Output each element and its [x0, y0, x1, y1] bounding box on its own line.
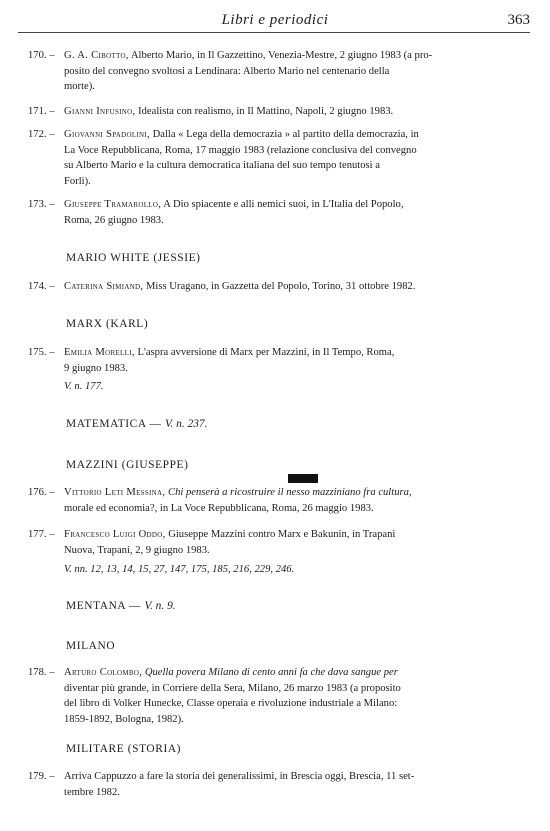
entry-178: [28, 665, 496, 727]
entry-line: diventar più grande, in Corriere della Sera, Milano, 26 marzo 1983 (a proposito: [64, 682, 401, 694]
entry-number: 177. –: [28, 529, 55, 540]
redaction-mark: [288, 474, 318, 483]
entry-number: 172. –: [28, 129, 55, 140]
entry-line: Arriva Cappuzzo a fare la storia dei generalissimi, in Brescia oggi, Brescia, 11 set-: [64, 771, 415, 782]
section-milano: MILANO: [66, 640, 116, 652]
entry-line: Dalla « Lega della democrazia » al partito della democrazia, in: [152, 129, 419, 140]
entry-author: Gianni Infusino,: [64, 106, 136, 117]
entry-number: 179. –: [28, 771, 55, 782]
cross-reference: V. nn. 12, 13, 14, 15, 27, 147, 175, 185, 216, 229, 246.: [64, 564, 295, 575]
entry-175: [28, 345, 496, 395]
entry-line: Roma, 26 giugno 1983.: [64, 214, 164, 226]
entry-line: su Alberto Mario e la cultura democratica italiana del suo tempo tenutosi a: [64, 160, 380, 171]
entry-179: [28, 769, 496, 800]
entry-line: A Dio spiacente e alli nemici suoi, in L'Italia del Popolo,: [163, 199, 404, 210]
entry-line: tembre 1982.: [64, 786, 120, 798]
entry-line: del libro di Volker Hunecke, Classe operaia e rivoluzione industriale a Milano:: [64, 698, 398, 709]
cross-reference: V. n. 177.: [64, 381, 104, 392]
entry-line: Forlì).: [64, 175, 91, 187]
entry-170: [28, 48, 496, 95]
entry-author: Caterina Simiand,: [64, 281, 144, 292]
section-mazzini: MAZZINI (GIUSEPPE): [66, 459, 189, 471]
entry-line: posito del convegno svoltosi a Lendinara: Alberto Mario nel centenario della: [64, 65, 390, 77]
section-heading: MATEMATICA —: [66, 418, 162, 430]
entry-176: [28, 485, 496, 516]
entry-line: La Voce Repubblicana, Roma, 17 maggio 1983 (relazione conclusiva del convegno: [64, 144, 417, 156]
entry-number: 171. –: [28, 106, 55, 117]
section-mario-white: MARIO WHITE (JESSIE): [66, 252, 201, 264]
entry-author: Vittorio Leti Messina,: [64, 487, 166, 498]
entry-line: 1859-1892, Bologna, 1982).: [64, 713, 184, 725]
entry-number: 176. –: [28, 487, 55, 498]
entry-author: G. A. Cibotto,: [64, 50, 129, 61]
page-number: 363: [507, 12, 530, 28]
section-matematica: [66, 418, 207, 430]
entry-171: [28, 104, 496, 120]
entry-number: 175. –: [28, 347, 55, 358]
entry-line: morte).: [64, 81, 95, 92]
entry-number: 178. –: [28, 667, 55, 678]
entry-line: Giuseppe Mazzini contro Marx e Bakunin, in Trapani: [168, 529, 396, 540]
entry-line: Miss Uragano, in Gazzetta del Popolo, Torino, 31 ottobre 1982.: [146, 281, 416, 292]
entry-line: Quella povera Milano di cento anni fa che dava sangue per: [144, 667, 398, 678]
entry-number: 170. –: [28, 50, 55, 61]
section-militare: MILITARE (STORIA): [66, 743, 182, 755]
section-marx: MARX (KARL): [66, 318, 149, 330]
cross-reference: V. n. 237.: [164, 418, 208, 430]
entry-number: 173. –: [28, 199, 55, 210]
entry-author: Giovanni Spadolini,: [64, 129, 150, 140]
section-mentana: [66, 600, 176, 612]
entry-author: Emilia Morelli,: [64, 347, 135, 358]
section-heading: MENTANA —: [66, 600, 142, 612]
header-rule: [18, 32, 530, 33]
entry-line: 9 giugno 1983.: [64, 362, 128, 374]
entry-174: [28, 279, 496, 295]
entry-author: Arturo Colombo,: [64, 667, 143, 678]
entry-line: morale ed economia?, in La Voce Repubblicana, Roma, 26 maggio 1983.: [64, 502, 374, 514]
entry-177: [28, 527, 496, 578]
page-header: [20, 10, 530, 32]
entry-173: [28, 197, 496, 228]
entry-line: Alberto Mario, in Il Gazzettino, Venezia-Mestre, 2 giugno 1983 (a pro-: [130, 50, 433, 61]
entry-number: 174. –: [28, 281, 55, 292]
entry-172: [28, 127, 496, 189]
entry-author: Francesco Luigi Oddo,: [64, 529, 166, 540]
entry-line: Chi penserà a ricostruire il nesso mazziniano fra cultura,: [168, 487, 412, 498]
entry-author: Giuseppe Tramarollo,: [64, 199, 162, 210]
entry-line: Nuova, Trapani, 2, 9 giugno 1983.: [64, 544, 210, 556]
cross-reference: V. n. 9.: [144, 600, 176, 612]
entry-line: L'aspra avversione di Marx per Mazzini, in Il Tempo, Roma,: [137, 347, 395, 358]
entry-line: Idealista con realismo, in Il Mattino, Napoli, 2 giugno 1983.: [138, 106, 394, 117]
running-title: Libri e periodici: [221, 12, 329, 28]
